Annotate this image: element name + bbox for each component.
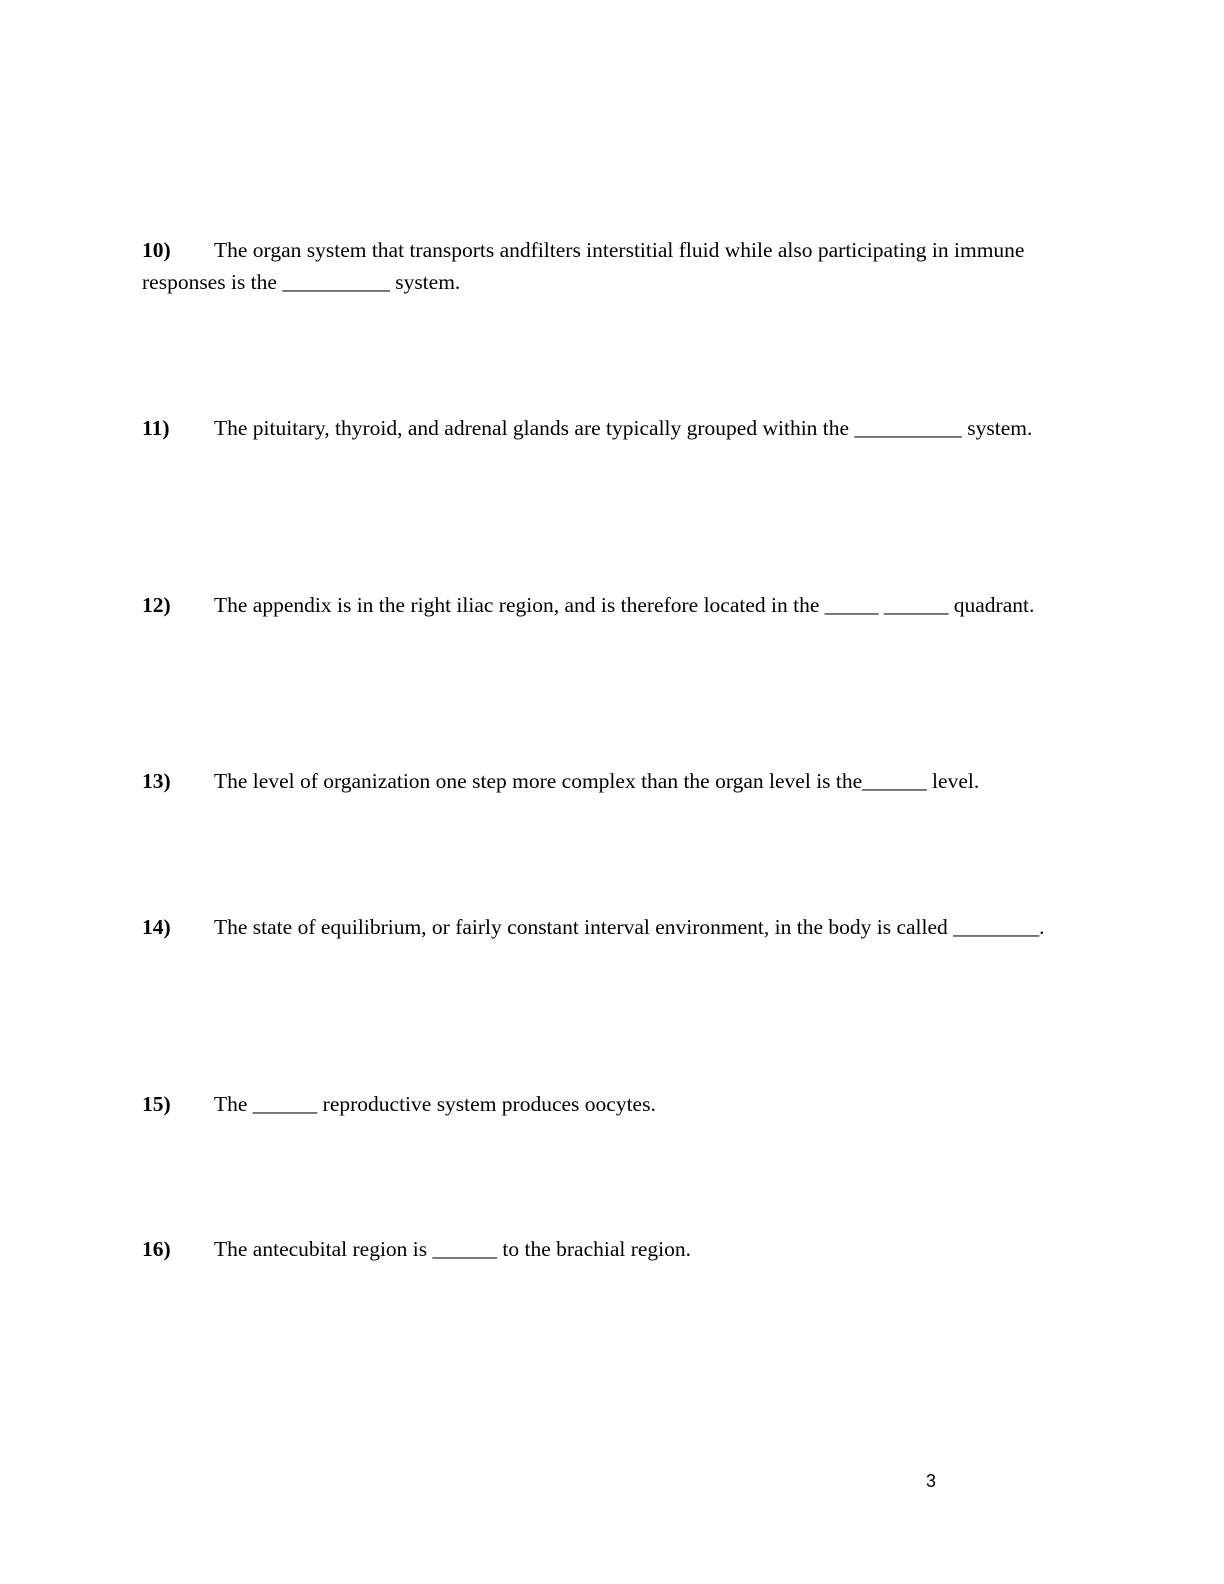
question-text: The appendix is in the right iliac region, and is therefore located in the _____ ______ quadrant.: [214, 593, 1035, 617]
question-10: [142, 234, 1072, 298]
question-15: [142, 1088, 1072, 1120]
page-number: 3: [926, 1471, 937, 1491]
question-number: 11): [142, 416, 170, 440]
question-12: [142, 589, 1072, 621]
question-14: [142, 911, 1072, 943]
question-number: 16): [142, 1237, 171, 1261]
question-text: The ______ reproductive system produces oocytes.: [214, 1092, 656, 1116]
question-11: [142, 412, 1072, 444]
question-16: [142, 1233, 1072, 1265]
question-number: 14): [142, 915, 171, 939]
question-number: 12): [142, 593, 171, 617]
question-13: [142, 765, 1072, 797]
question-text: The state of equilibrium, or fairly constant interval environment, in the body is called ________.: [214, 915, 1045, 939]
question-text: The antecubital region is ______ to the brachial region.: [214, 1237, 692, 1261]
question-number: 15): [142, 1092, 171, 1116]
question-text: The level of organization one step more complex than the organ level is the______ level.: [214, 769, 980, 793]
question-text: The pituitary, thyroid, and adrenal glands are typically grouped within the __________ system.: [214, 416, 1033, 440]
question-number: 10): [142, 238, 171, 262]
question-text: The organ system that transports andfilters interstitial fluid while also participating in immune responses is the __________ system.: [142, 238, 1025, 294]
question-number: 13): [142, 769, 171, 793]
